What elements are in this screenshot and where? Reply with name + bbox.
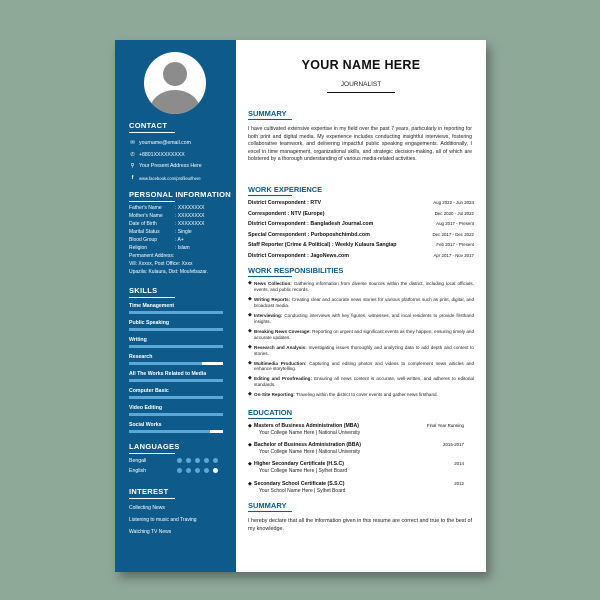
interest-item: Watching TV News xyxy=(129,529,172,535)
rating-dot xyxy=(204,468,209,473)
personal-info-row: Date of Birth : XXXXXXXX xyxy=(129,221,205,227)
skill-name: Writing xyxy=(129,337,147,343)
responsibility-label: Breaking News Coverage: xyxy=(254,328,311,334)
responsibility-label: News Collection: xyxy=(254,281,292,286)
skill-item xyxy=(129,422,223,428)
contact-phone-text: +8801XXXXXXXXX xyxy=(139,152,185,158)
experience-row xyxy=(248,211,474,217)
responsibility-description: Ensuring all news content is accurate, well-written, and adheres to editorial standards. xyxy=(254,376,474,388)
bullet-icon: ◆ xyxy=(248,391,252,398)
skill-bar xyxy=(129,345,223,348)
candidate-title: JOURNALIST xyxy=(340,81,382,88)
experience-role: District Correspondent : RTV xyxy=(248,200,321,206)
skill-bar-fill xyxy=(129,379,223,382)
responsibility-description: Creating clear and accurate news stories for various platforms such as print, digital, and broadcast media. xyxy=(254,296,475,308)
work-experience-heading: WORK EXPERIENCE xyxy=(248,185,323,194)
responsibility-item xyxy=(248,361,474,373)
education-school: Your School Name Here | Sylhet Board xyxy=(259,487,346,494)
responsibility-description: Gathering information from diverse sources within the district, including local officials, events, and public records. xyxy=(254,281,474,292)
personal-info-rule xyxy=(129,201,175,202)
language-name: Bengali xyxy=(129,458,147,464)
declaration-heading-rule xyxy=(248,511,292,512)
responsibility-text xyxy=(254,329,474,341)
skill-bar-fill xyxy=(129,328,223,331)
personal-info-row: Permanent Address: xyxy=(129,253,175,259)
responsibility-description: Investigating issues thoroughly and analyzing data to add depth and context to stories. xyxy=(254,344,474,356)
skill-bar xyxy=(129,396,223,399)
responsibility-label: Interviewing: xyxy=(254,312,283,318)
skill-item xyxy=(129,354,223,360)
skill-name: Social Works xyxy=(129,422,162,428)
responsibility-item xyxy=(248,329,474,341)
experience-row xyxy=(248,200,474,206)
work-responsibilities-rule xyxy=(248,276,292,277)
responsibility-text xyxy=(254,281,474,293)
rating-dot xyxy=(186,468,191,473)
experience-dates: Dec 2020 - Jul 2022 xyxy=(434,210,474,216)
contact-heading: CONTACT xyxy=(129,121,168,130)
skill-bar xyxy=(129,430,223,433)
skill-bar xyxy=(129,311,223,314)
permanent-address-line1: Vill: Xxxxx, Post Office: Xxxx xyxy=(129,261,193,267)
languages-heading-rule xyxy=(129,453,175,454)
resume-page xyxy=(115,40,486,572)
contact-phone[interactable] xyxy=(129,152,185,158)
skill-bar xyxy=(129,328,223,331)
skill-bar xyxy=(129,379,223,382)
skill-bar-fill xyxy=(129,311,223,314)
rating-dot xyxy=(213,458,218,463)
personal-info-row: Marital Status : Single xyxy=(129,229,192,235)
responsibility-label: Editing and Proofreading: xyxy=(254,376,312,382)
experience-row xyxy=(248,221,474,227)
education-degree: Bachelor of Business Administration (BBA) xyxy=(254,442,362,449)
education-degree: Higher Secondary Certificate (H.S.C) xyxy=(254,461,344,468)
personal-info-row: Father's Name : XXXXXXXX xyxy=(129,205,205,211)
bullet-icon: ◆ xyxy=(248,359,252,366)
education-year: 2012 xyxy=(454,480,464,486)
skill-bar-fill xyxy=(129,362,202,365)
interest-heading-rule xyxy=(129,498,175,499)
summary-heading-rule xyxy=(248,119,292,120)
interest-item: Collecting News xyxy=(129,505,165,511)
skill-name: Research xyxy=(129,354,153,360)
responsibility-text xyxy=(254,361,474,373)
skill-item xyxy=(129,303,223,309)
experience-dates: Apr 2017 - Nov 2017 xyxy=(433,253,474,258)
experience-dates: Aug 2017 - Present xyxy=(436,221,474,227)
skill-item xyxy=(129,337,223,343)
skill-bar-fill xyxy=(129,396,223,399)
contact-address-text: Your Present Address Here xyxy=(139,163,202,169)
bullet-icon: ◆ xyxy=(248,327,252,334)
responsibility-text xyxy=(254,345,474,357)
personal-info-row: Religion : Islam xyxy=(129,245,190,251)
contact-facebook-text: www.facebook.com/profileurlhere xyxy=(139,175,201,181)
declaration-paragraph: I hereby declare that all the information given in this resume are correct and true to the best of my knowledge. xyxy=(248,518,472,532)
responsibility-label: On-Site Reporting: xyxy=(254,392,295,398)
summary-paragraph: I have cultivated extensive expertise in my field over the past 7 years, particularly in reporting for both print and digital media. My experience includes conducting insightful interviews, fostering collaborative teamwork, and delivering impactful public speaking engagements. Additionally, I excel in time management, organizational skills, and strategic decision-making, all of which are bolstered by a thorough understanding of various media-related activities. xyxy=(248,126,472,163)
title-rule xyxy=(327,92,395,93)
facebook-icon: f xyxy=(131,175,134,181)
avatar-body-shape xyxy=(150,90,200,114)
responsibility-item xyxy=(248,297,474,309)
skill-name: Public Speaking xyxy=(129,320,170,326)
bullet-icon: ◆ xyxy=(248,423,252,429)
experience-row xyxy=(248,232,474,238)
personal-info-row: Mother's Name : XXXXXXXX xyxy=(129,213,205,219)
rating-dot xyxy=(177,458,182,463)
education-item xyxy=(248,442,474,455)
responsibility-description: Reporting on urgent and significant events as they happen, ensuring timely and accurate updates. xyxy=(254,328,474,340)
responsibility-item xyxy=(248,376,474,388)
experience-row xyxy=(248,242,474,248)
contact-email[interactable] xyxy=(129,140,191,146)
resume-main xyxy=(236,40,486,572)
language-rating xyxy=(177,468,222,473)
responsibility-description: Capturing and editing photos and videos to complement news articles and enhance storytelling. xyxy=(254,360,474,372)
responsibility-item xyxy=(248,345,474,357)
contact-address xyxy=(129,163,202,169)
resume-sidebar xyxy=(115,40,236,572)
profile-photo-placeholder xyxy=(144,52,206,114)
responsibility-item xyxy=(248,281,474,293)
bullet-icon: ◆ xyxy=(248,480,252,487)
bullet-icon: ◆ xyxy=(248,295,252,302)
rating-dot xyxy=(204,458,209,463)
contact-heading-rule xyxy=(129,132,175,133)
rating-dot xyxy=(195,468,200,473)
language-rating xyxy=(177,458,222,463)
experience-row xyxy=(248,253,474,259)
summary-heading: SUMMARY xyxy=(248,109,287,118)
language-item xyxy=(129,458,223,464)
skill-item xyxy=(129,388,223,394)
skill-item xyxy=(129,320,223,326)
education-heading: EDUCATION xyxy=(248,408,293,417)
education-school: Your College Name Here | Sylhet Board xyxy=(259,468,348,475)
permanent-address-line2: Upazila: Kulaura, Dist: Moulvibazar. xyxy=(129,269,208,275)
declaration-heading: SUMMARY xyxy=(248,501,287,510)
bullet-icon: ◆ xyxy=(248,442,252,449)
education-year: 2015-2017 xyxy=(443,442,464,448)
skill-bar-fill xyxy=(129,430,210,433)
skill-name: Computer Basic xyxy=(129,388,169,394)
bullet-icon: ◆ xyxy=(248,375,252,382)
bullet-icon: ◆ xyxy=(248,461,252,468)
work-responsibilities-heading: WORK RESPONSIBILITIES xyxy=(248,266,344,275)
education-year: 2014 xyxy=(454,461,464,467)
experience-role: District Correspondent : JagoNews.com xyxy=(248,253,349,259)
avatar-head-shape xyxy=(163,62,187,86)
rating-dot xyxy=(213,468,218,473)
education-degree: Masters of Business Administration (MBA) xyxy=(254,423,360,429)
work-experience-rule xyxy=(248,195,292,196)
education-school: Your College Name Here | National University xyxy=(259,430,361,436)
education-degree: Secondary School Certificate (S.S.C) xyxy=(254,480,345,487)
languages-heading: LANGUAGES xyxy=(129,442,180,451)
education-heading-rule xyxy=(248,418,292,419)
skills-heading: SKILLS xyxy=(129,286,158,295)
location-pin-icon: ⚲ xyxy=(130,163,135,169)
responsibility-label: Research and Analysis: xyxy=(254,344,307,350)
responsibility-text xyxy=(254,392,474,398)
skill-bar-fill xyxy=(129,413,223,416)
responsibility-description: Traveling within the district to cover events and gather news firsthand. xyxy=(294,392,438,398)
experience-role: Special Correspondent : Purboposhchimbd.com xyxy=(248,231,370,238)
responsibility-text xyxy=(254,297,474,309)
skill-name: Video Editing xyxy=(129,405,163,411)
skill-item xyxy=(129,405,223,411)
skill-name: Time Management xyxy=(129,303,175,309)
skill-bar xyxy=(129,362,223,365)
rating-dot xyxy=(177,468,182,473)
education-degree-line xyxy=(248,442,474,448)
contact-facebook[interactable] xyxy=(129,175,201,181)
interest-item: Listening to music and Traving xyxy=(129,517,197,523)
responsibility-description: Conducting interviews with key figures, witnesses, and local residents to provide firsthand insights. xyxy=(254,312,474,324)
personal-info-row: Blood Group : A+ xyxy=(129,237,184,243)
experience-dates: Aug 2022 - Jun 2024 xyxy=(433,200,474,205)
phone-icon: ✆ xyxy=(130,152,135,158)
personal-info-heading: PERSONAL INFORMATION xyxy=(129,190,231,199)
experience-role: District Correspondent : Bangladesh Journal.com xyxy=(248,221,374,228)
interest-heading: INTEREST xyxy=(129,487,169,496)
bullet-icon: ◆ xyxy=(248,311,252,318)
responsibility-item xyxy=(248,392,474,398)
education-item xyxy=(248,461,474,474)
education-item xyxy=(248,481,474,494)
language-item xyxy=(129,468,223,474)
bullet-icon: ◆ xyxy=(248,280,252,286)
skill-item xyxy=(129,371,223,377)
experience-dates: Feb 2017 - Present xyxy=(436,242,474,248)
skill-bar xyxy=(129,413,223,416)
skill-name: All The Works Related to Media xyxy=(129,371,207,377)
responsibility-label: Writing Reports: xyxy=(254,296,291,302)
rating-dot xyxy=(195,458,200,463)
experience-dates: Dec 2017 - Dec 2022 xyxy=(432,231,474,237)
contact-email-text: yourname@email.com xyxy=(139,140,191,146)
bullet-icon: ◆ xyxy=(248,343,252,350)
education-degree-line xyxy=(248,461,474,467)
responsibility-text xyxy=(254,313,474,325)
envelope-icon: ✉ xyxy=(130,140,135,146)
responsibility-text xyxy=(254,376,474,388)
education-degree-line xyxy=(248,423,474,429)
skill-bar-fill xyxy=(129,345,223,348)
education-school: Your College Name Here | National University xyxy=(259,449,361,456)
responsibility-item xyxy=(248,313,474,325)
rating-dot xyxy=(186,458,191,463)
experience-role: Staff Reporter (Crime & Political) : Weekly Kulaura Sangiap xyxy=(248,242,397,249)
education-item xyxy=(248,423,474,436)
education-degree-line xyxy=(248,481,474,487)
skills-heading-rule xyxy=(129,297,175,298)
language-name: English xyxy=(129,468,147,474)
education-year: Final Year Running xyxy=(426,423,464,428)
experience-role: Correspondent : NTV (Europe) xyxy=(248,210,325,217)
candidate-name: YOUR NAME HERE xyxy=(301,58,421,72)
responsibility-label: Multimedia Production: xyxy=(254,360,307,366)
